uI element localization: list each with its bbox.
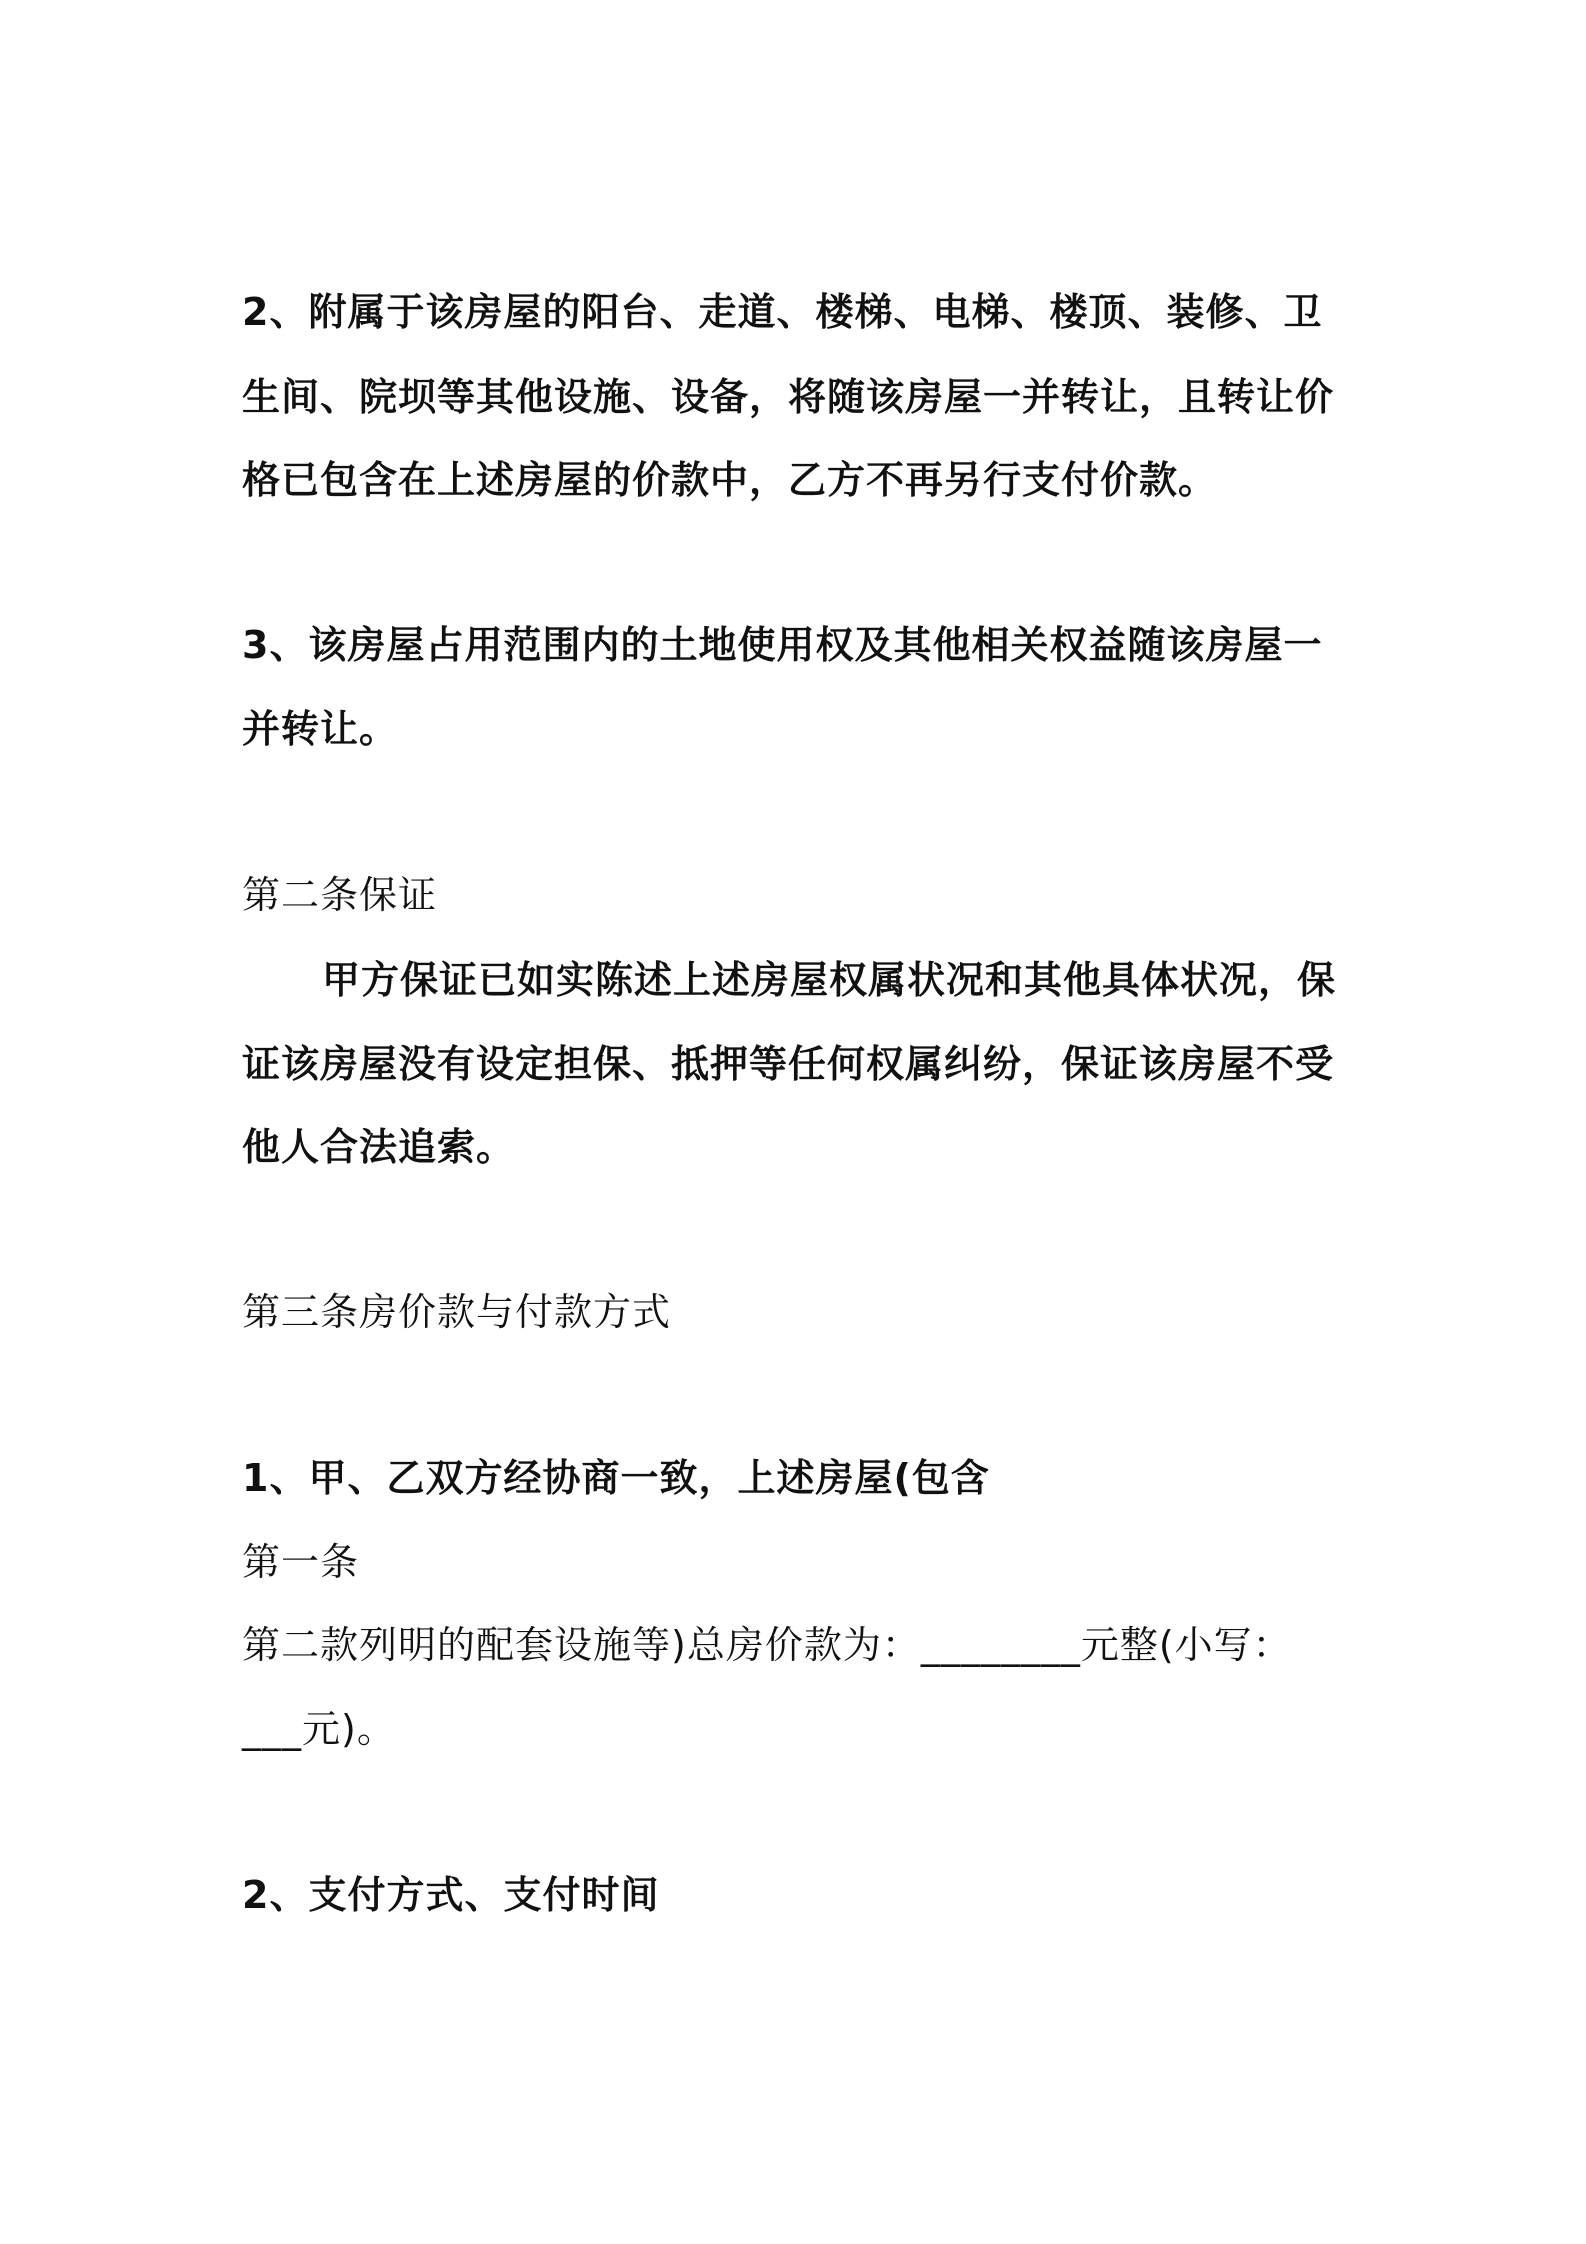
item-3-line-1: 3、该房屋占用范围内的土地使用权及其他相关权益随该房屋一 — [242, 623, 1323, 667]
article-3-item-1-line-2: 第一条 — [242, 1540, 360, 1584]
article-3-item-1-line-3: 第二款列明的配套设施等)总房价款为：________元整(小写： — [242, 1623, 1292, 1667]
item-2-line-3: 格已包含在上述房屋的价款中，乙方不再另行支付价款。 — [242, 458, 1218, 502]
article-3-item-1-line-1: 1、甲、乙双方经协商一致，上述房屋(包含 — [242, 1456, 990, 1500]
item-2-line-2: 生间、院坝等其他设施、设备，将随该房屋一并转让，且转让价 — [242, 375, 1335, 419]
article-2-line-2: 证该房屋没有设定担保、抵押等任何权属纠纷，保证该房屋不受 — [242, 1042, 1335, 1086]
article-3-item-2: 2、支付方式、支付时间 — [242, 1873, 660, 1917]
item-2-line-1: 2、附属于该房屋的阳台、走道、楼梯、电梯、楼顶、装修、卫 — [242, 290, 1323, 334]
article-2-line-3: 他人合法追索。 — [242, 1125, 516, 1169]
article-3-item-1-line-4: ___元)。 — [242, 1707, 396, 1751]
article-2-heading: 第二条保证 — [242, 873, 438, 917]
article-2-line-1: 甲方保证已如实陈述上述房屋权属状况和其他具体状况，保 — [322, 958, 1337, 1002]
article-3-heading: 第三条房价款与付款方式 — [242, 1290, 672, 1334]
item-3-line-2: 并转让。 — [242, 707, 399, 751]
